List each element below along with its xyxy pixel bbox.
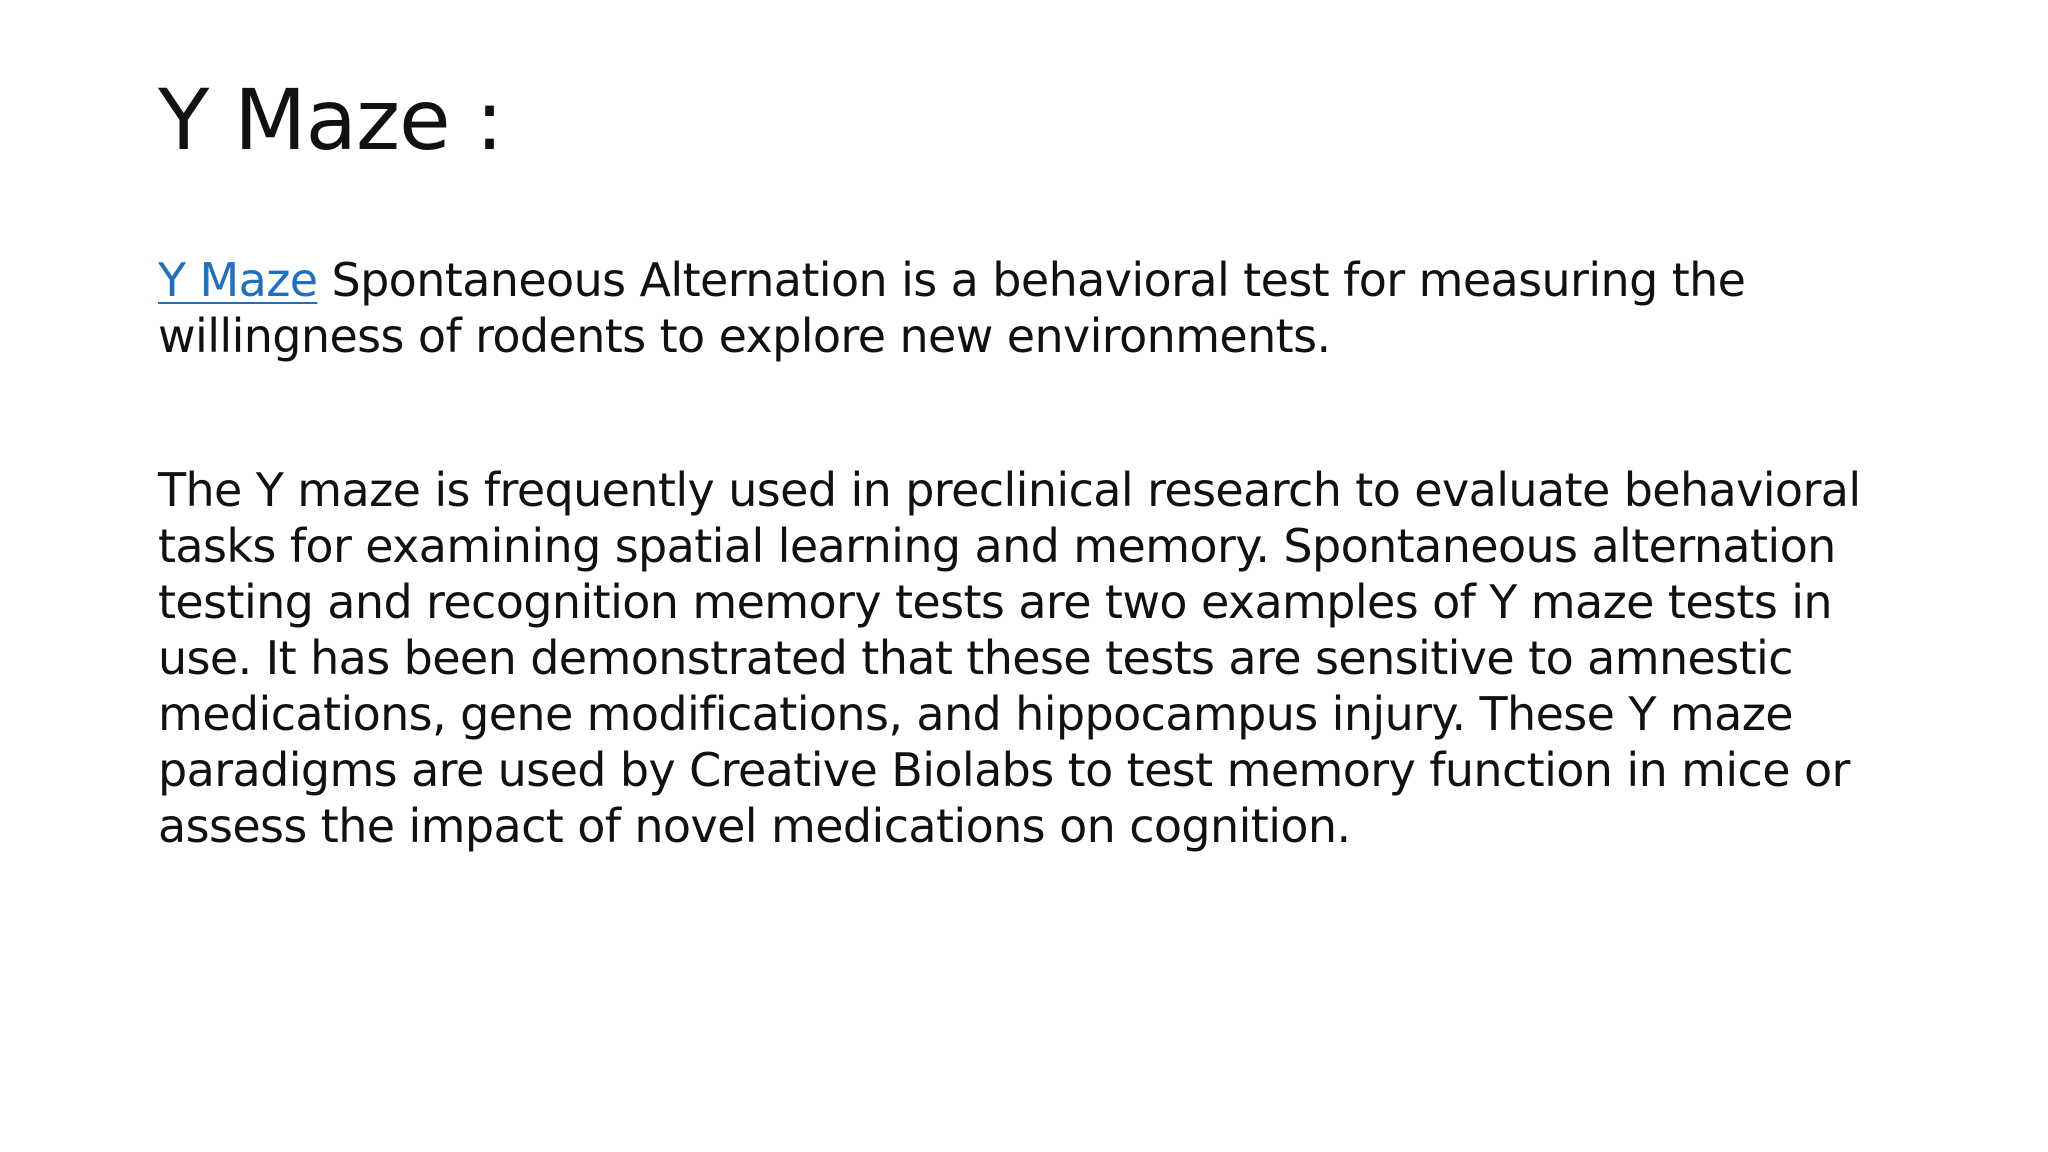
detail-paragraph <box>158 462 1918 854</box>
detail-line-2: tasks for examining spatial learning and memory. Spontaneous alternation <box>158 519 1836 573</box>
detail-line-5: medications, gene modifications, and hippocampus injury. These Y maze <box>158 687 1793 741</box>
detail-line-1: The Y maze is frequently used in preclinical research to evaluate behavioral <box>158 463 1861 517</box>
y-maze-link[interactable]: Y Maze <box>158 253 318 307</box>
intro-line-2: willingness of rodents to explore new environments. <box>158 309 1331 363</box>
slide-title: Y Maze : <box>158 71 503 169</box>
intro-line-1-text: Spontaneous Alternation is a behavioral test for measuring the <box>317 253 1746 307</box>
intro-paragraph <box>158 252 1918 364</box>
detail-line-3: testing and recognition memory tests are two examples of Y maze tests in <box>158 575 1832 629</box>
detail-line-7: assess the impact of novel medications on cognition. <box>158 799 1351 853</box>
intro-line-1 <box>158 252 1918 308</box>
detail-line-4: use. It has been demonstrated that these tests are sensitive to amnestic <box>158 631 1793 685</box>
detail-line-6: paradigms are used by Creative Biolabs to test memory function in mice or <box>158 743 1850 797</box>
